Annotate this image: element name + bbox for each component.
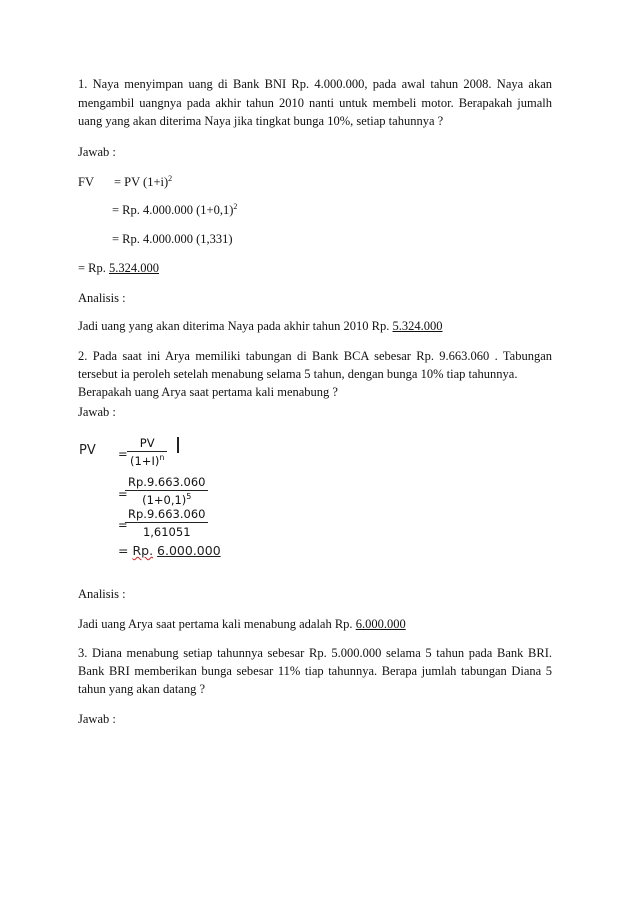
q1-jawab-label: Jawab : xyxy=(78,145,116,159)
q2-fraction-1-den: $(1+I)^n$ xyxy=(130,453,165,468)
q2-fraction-3 xyxy=(125,507,208,539)
q2-fraction-3-den: 1,61051 xyxy=(142,525,191,539)
q3-text-line-1: 3. Diana menabung setiap tahunnya sebesar Rp. 5.000.000 selama 5 tahun pada Bank BRI. xyxy=(78,646,552,660)
q2-fraction-3-num: Rp.9.663.060 xyxy=(125,507,208,523)
q2-fraction-2-num: Rp.9.663.060 xyxy=(125,475,208,491)
q2-eq-2: = xyxy=(118,487,128,501)
q2-pv-result: = Rp. 6.000.000 xyxy=(118,543,221,558)
q2-conclusion: Jadi uang Arya saat pertama kali menabung adalah Rp. 6.000.000 xyxy=(78,617,406,631)
q1-fv-formula: = PV $(1+i)^2$ xyxy=(114,174,173,189)
q3-text-line-3: tahun yang akan datang ? xyxy=(78,682,206,696)
q1-text-line-3: uang yang akan diterima Naya jika tingkat bunga 10%, setiap tahunnya ? xyxy=(78,114,444,128)
q2-text-line-1: 2. Pada saat ini Arya memiliki tabungan di Bank BCA sebesar Rp. 9.663.060 . Tabungan xyxy=(78,349,552,363)
q1-step-2: = Rp. 4.000.000 (1,331) xyxy=(112,232,233,246)
q2-analisis-label: Analisis : xyxy=(78,587,126,601)
q1-result: = Rp. 5.324.000 xyxy=(78,261,160,275)
q2-fraction-2 xyxy=(125,475,208,507)
q2-eq-1: = xyxy=(118,447,128,461)
q1-analisis-label: Analisis : xyxy=(78,291,126,305)
q1-text-line-1: 1. Naya menyimpan uang di Bank BNI Rp. 4.000.000, pada awal tahun 2008. Naya akan xyxy=(78,77,552,91)
q1-fv-label: FV xyxy=(78,175,94,189)
q2-jawab-label: Jawab : xyxy=(78,405,116,419)
q1-conclusion: Jadi uang yang akan diterima Naya pada akhir tahun 2010 Rp. 5.324.000 xyxy=(78,319,443,333)
text-cursor xyxy=(177,437,179,453)
q3-jawab-label: Jawab : xyxy=(78,712,116,726)
q2-text-line-2: tersebut ia peroleh setelah menabung selama 5 tahun, dengan bunga 10% tiap tahunnya. xyxy=(78,367,518,381)
q2-fraction-2-den: $(1+0,1)^5$ xyxy=(142,492,192,507)
q2-fraction-1-num: PV xyxy=(127,436,167,452)
q1-text-line-2: mengambil uangnya pada akhir tahun 2010 nanti untuk membeli motor. Berapakah jumalh xyxy=(78,96,552,110)
q2-text-line-3: Berapakah uang Arya saat pertama kali menabung ? xyxy=(78,385,338,399)
q3-text-line-2: Bank BRI memberikan bunga sebesar 11% tiap tahunnya. Berapa jumlah tabungan Diana 5 xyxy=(78,664,552,678)
q1-step-1: = Rp. 4.000.000 $(1+0,1)^2$ xyxy=(112,202,238,217)
q2-pv-label: PV xyxy=(79,443,96,458)
q2-eq-3: = xyxy=(118,518,128,532)
q2-fraction-1 xyxy=(127,436,167,468)
